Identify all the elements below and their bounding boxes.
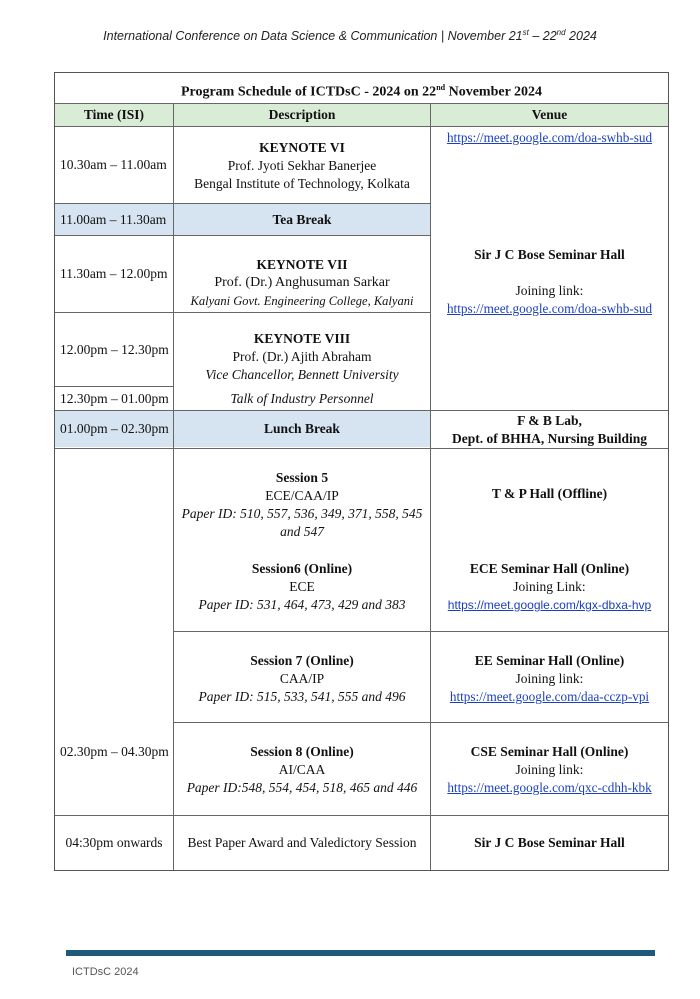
rule-sessions <box>55 815 668 816</box>
column-header-description: Description <box>174 104 430 126</box>
column-header-time: Time (ISI) <box>55 104 173 126</box>
rule-k7 <box>55 312 430 313</box>
venue-award: Sir J C Bose Seminar Hall <box>474 835 625 850</box>
time-keynote-7: 11.30am – 12.00pm <box>60 266 168 281</box>
keynote-6: KEYNOTE VI Prof. Jyoti Sekhar Banerjee Bengal Institute of Technology, Kolkata <box>194 140 410 191</box>
rule-session-7 <box>173 722 668 723</box>
column-header-venue: Venue <box>431 104 668 126</box>
time-industry-talk: 12.30pm – 01.00pm <box>60 391 169 406</box>
session-7: Session 7 (Online) CAA/IP Paper ID: 515, 533, 541, 555 and 496 <box>198 653 406 704</box>
schedule-table <box>54 72 669 871</box>
meet-link-session-6[interactable]: https://meet.google.com/kgx-dbxa-hvp <box>447 598 652 612</box>
venue-session-8: CSE Seminar Hall (Online) Joining link: https://meet.google.com/qxc-cdhh-kbk <box>431 743 668 797</box>
rule-k8-time <box>55 386 173 387</box>
meet-link-doa-swhb-sud[interactable]: https://meet.google.com/doa-swhb-sud <box>446 130 653 145</box>
footer-bar <box>66 950 655 956</box>
venue-lunch: F & B Lab, Dept. of BHHA, Nursing Building <box>451 413 648 446</box>
time-keynote-8: 12.00pm – 12.30pm <box>60 341 169 357</box>
rule-col1 <box>173 103 174 870</box>
tea-break: Tea Break <box>174 204 430 235</box>
rule-tea <box>55 235 430 236</box>
time-lunch-break: 01.00pm – 02.30pm <box>55 411 173 447</box>
rule-title <box>55 103 668 104</box>
industry-talk: Talk of Industry Personnel <box>230 391 374 406</box>
venue-keynote-6 <box>431 129 668 147</box>
time-sessions: 02.30pm – 04.30pm <box>60 744 169 759</box>
keynote-8: KEYNOTE VIII Prof. (Dr.) Ajith Abraham Vice Chancellor, Bennett University <box>205 331 399 382</box>
session-6: Session6 (Online) ECE Paper ID: 531, 464, 473, 429 and 383 <box>198 561 406 612</box>
time-award: 04:30pm onwards <box>65 835 163 850</box>
venue-session-5: T & P Hall (Offline) <box>491 486 608 501</box>
rule-industry <box>55 410 430 411</box>
lunch-break: Lunch Break <box>174 411 430 447</box>
rule-col2 <box>430 103 431 870</box>
rule-session-6 <box>173 631 668 632</box>
session-5: Session 5 ECE/CAA/IP Paper ID: 510, 557, 536, 349, 371, 558, 545 and 547 <box>181 470 423 539</box>
venue-main-hall: Sir J C Bose Seminar Hall Joining link: https://meet.google.com/doa-swhb-sud <box>431 246 668 318</box>
meet-link-session-8[interactable]: https://meet.google.com/qxc-cdhh-kbk <box>447 780 652 795</box>
venue-session-7: EE Seminar Hall (Online) Joining link: https://meet.google.com/daa-cczp-vpi <box>431 652 668 706</box>
page-header: International Conference on Data Science & Communication | November 21st – 22nd 2024 <box>103 28 597 44</box>
rule-lunch <box>55 448 668 449</box>
meet-link-session-7[interactable]: https://meet.google.com/daa-cczp-vpi <box>449 689 650 704</box>
award-session: Best Paper Award and Valedictory Session <box>187 835 417 850</box>
footer-text: ICTDsC 2024 <box>72 966 139 978</box>
rule-header <box>55 126 668 127</box>
meet-link-main-hall[interactable]: https://meet.google.com/doa-swhb-sud <box>446 301 653 316</box>
venue-session-6: ECE Seminar Hall (Online) Joining Link: https://meet.google.com/kgx-dbxa-hvp <box>431 560 668 614</box>
table-title: Program Schedule of ICTDsC - 2024 on 22nd November 2024 <box>180 83 543 100</box>
time-keynote-6: 10.30am – 11.00am <box>60 157 167 172</box>
rule-k6 <box>55 203 430 204</box>
session-8: Session 8 (Online) AI/CAA Paper ID:548, 554, 454, 518, 465 and 446 <box>186 744 418 795</box>
time-tea-break: 11.00am – 11.30am <box>55 204 173 235</box>
rule-lunch-venue <box>430 410 668 411</box>
keynote-7: KEYNOTE VII Prof. (Dr.) Anghusuman Sarkar Kalyani Govt. Engineering College, Kalyani <box>190 257 414 308</box>
